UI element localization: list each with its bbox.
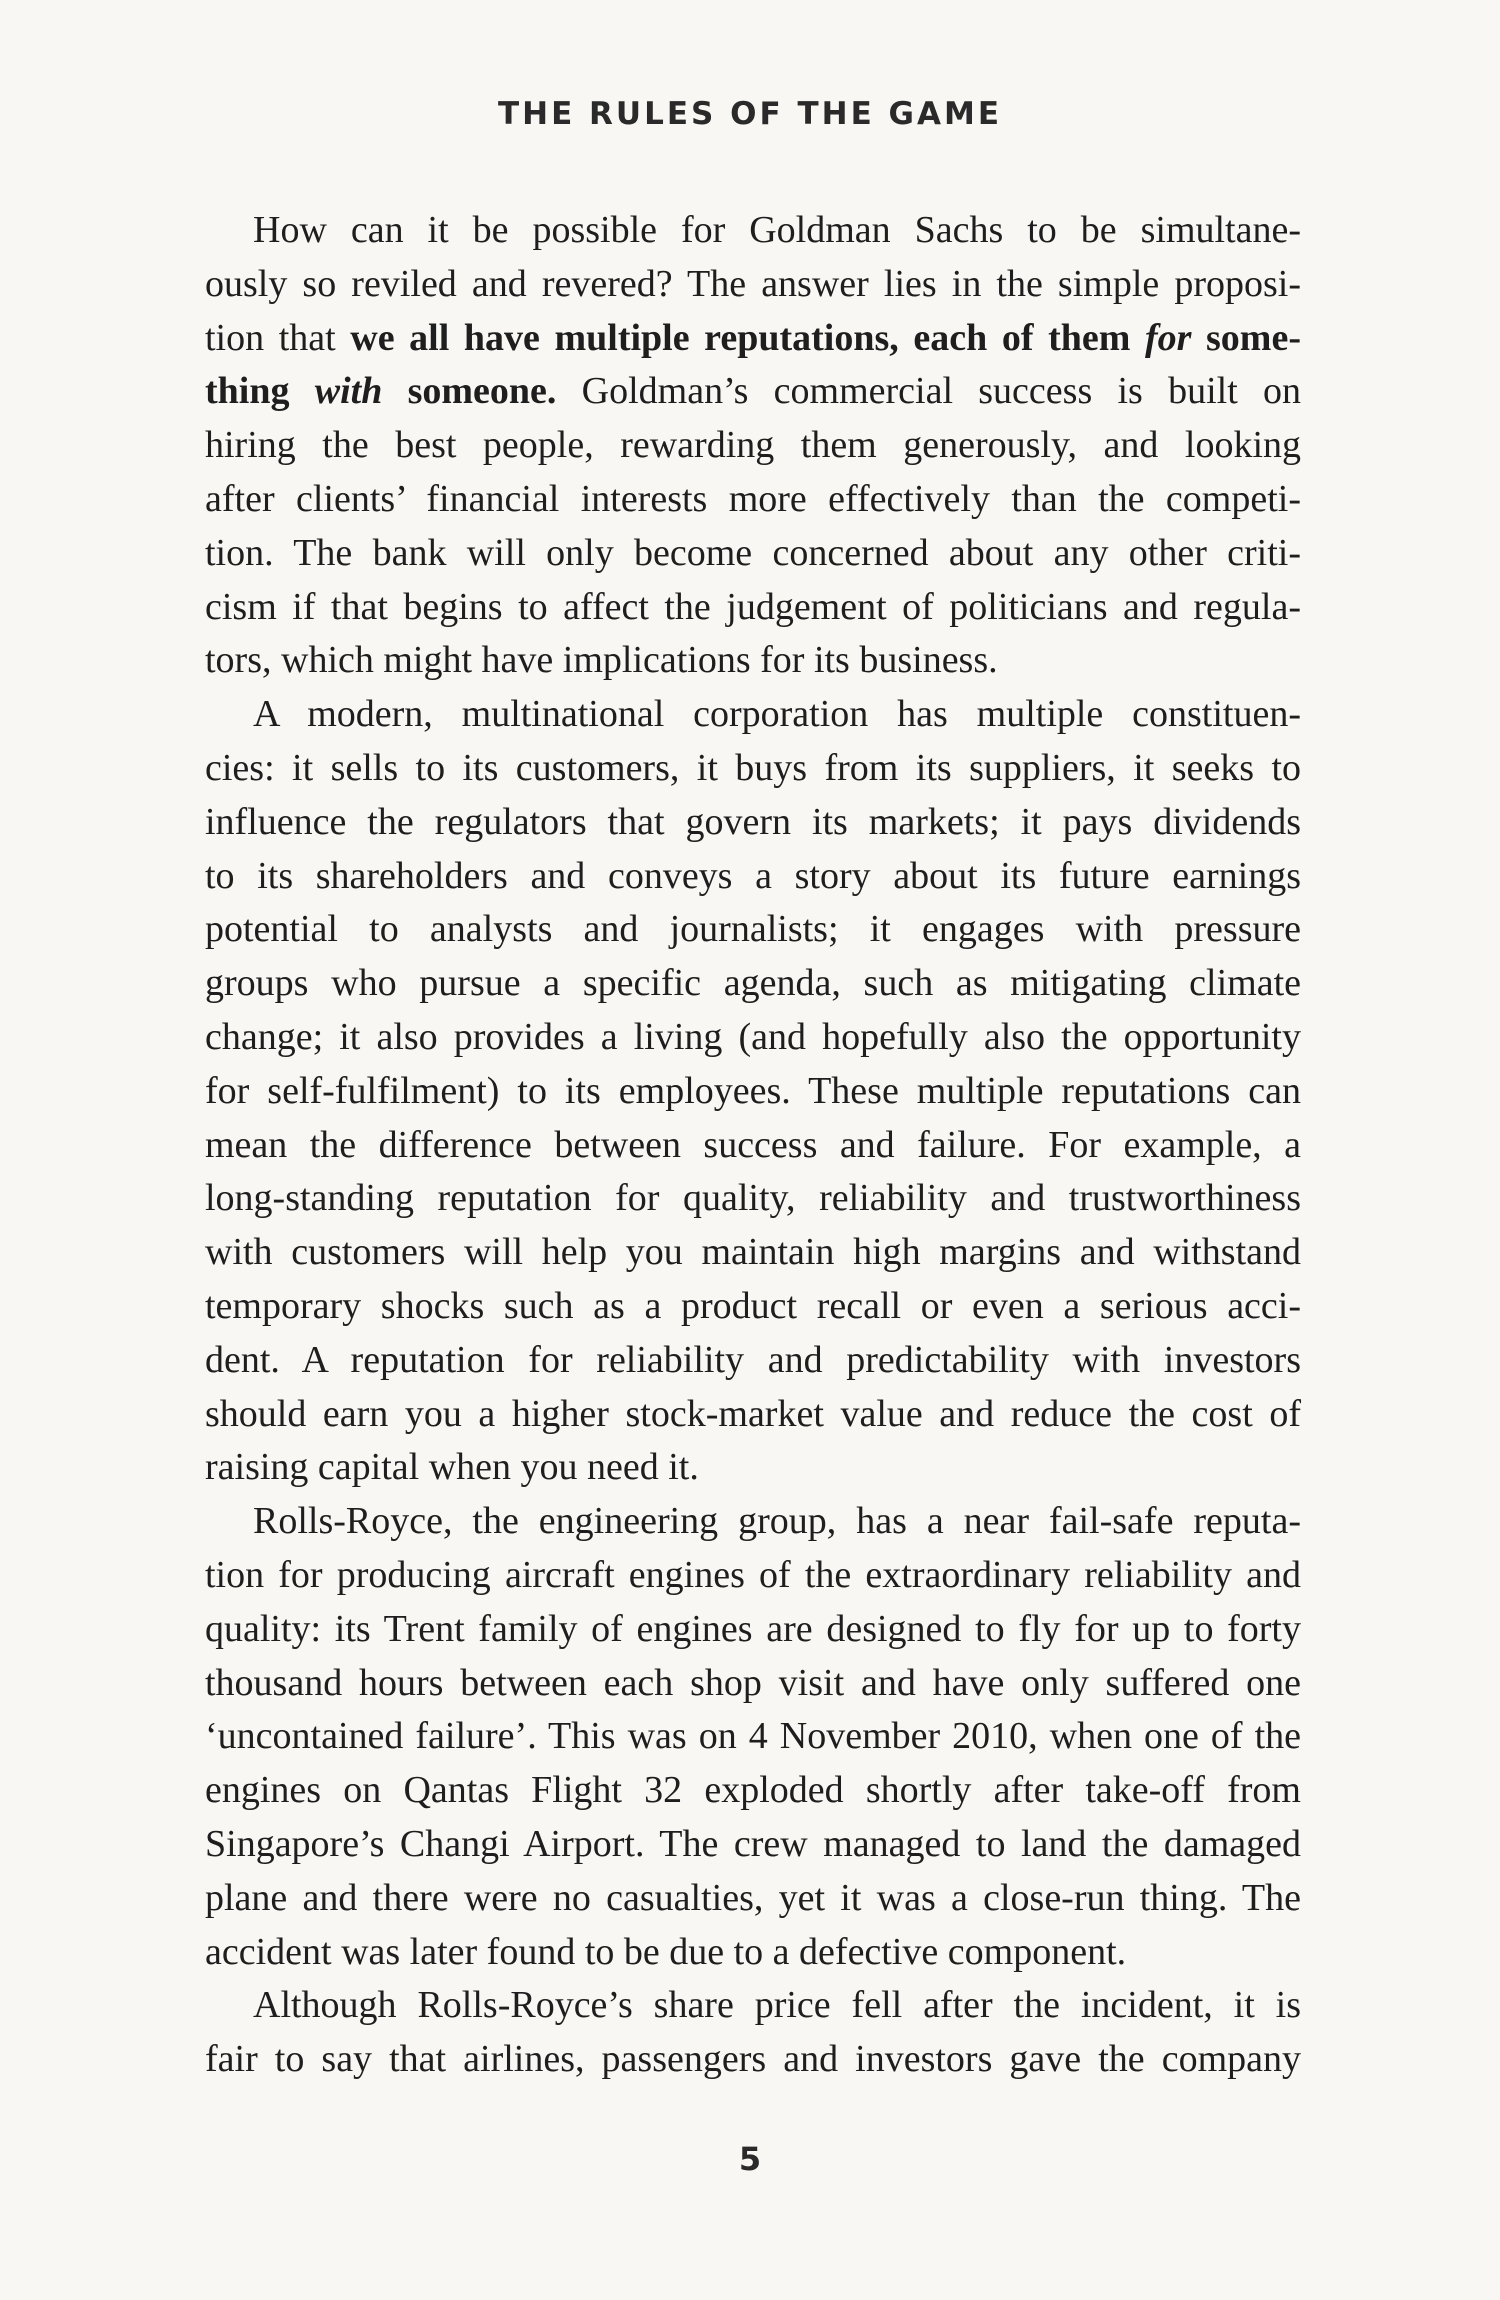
text-run: temporary shocks such as a product recall or even a serious acci- [205,1284,1301,1327]
text-run: should earn you a higher stock-market value and reduce the cost of [205,1392,1301,1435]
text-line [205,1657,1301,1711]
text-line [205,527,1301,581]
text-line [205,688,1301,742]
text-run: after clients’ financial interests more effectively than the competi- [205,477,1301,520]
running-head: THE RULES OF THE GAME [498,96,1002,132]
text-line [205,903,1301,957]
text-line [205,1280,1301,1334]
text-run: with customers will help you maintain high margins and withstand [205,1231,1301,1274]
text-run: dent. A reputation for reliability and predictability with investors [205,1338,1301,1381]
text-line [205,1119,1301,1173]
text-run: tors, which might have implications for its business. [205,639,998,682]
text-run: tion for producing aircraft engines of the extraordinary reliability and [205,1553,1301,1596]
emphasis-text: thing [205,370,315,413]
text-run: thousand hours between each shop visit and have only suffered one [205,1661,1301,1704]
text-run: raising capital when you need it. [205,1446,699,1489]
text-run: groups who pursue a specific agenda, such as mitigating climate [205,962,1301,1005]
text-line [205,258,1301,312]
text-line [205,1172,1301,1226]
text-run: long-standing reputation for quality, reliability and trustworthiness [205,1177,1301,1220]
paragraph [205,1979,1301,2087]
text-line [205,1334,1301,1388]
text-run: A modern, multinational corporation has multiple constituen- [253,693,1301,736]
text-line [205,1764,1301,1818]
text-run: quality: its Trent family of engines are designed to fly for up to forty [205,1607,1301,1650]
text-run: hiring the best people, rewarding them generously, and looking [205,424,1301,467]
text-line [205,796,1301,850]
text-line [205,1710,1301,1764]
text-line [205,1441,1301,1495]
emphasis-text: with [314,370,383,413]
text-run: How can it be possible for Goldman Sachs to be simultane- [253,209,1301,251]
text-run: engines on Qantas Flight 32 exploded shortly after take-off from [205,1769,1301,1812]
body-text [205,204,1301,2087]
text-line [205,1926,1301,1980]
text-run: plane and there were no casualties, yet it was a close-run thing. The [205,1876,1301,1919]
text-line [205,1011,1301,1065]
text-line [205,1603,1301,1657]
text-line [205,1979,1301,2033]
text-run: Although Rolls-Royce’s share price fell after the incident, it is [253,1984,1301,2027]
emphasis-text: we all have multiple reputations, each of them [350,316,1145,359]
text-run: to its shareholders and conveys a story about its future earnings [205,854,1301,897]
text-run: Goldman’s commercial success is built on [556,370,1301,413]
text-line [205,581,1301,635]
text-run: Rolls-Royce, the engineering group, has a near fail-safe reputa- [253,1500,1301,1543]
page-number: 5 [738,2140,762,2178]
text-run: ‘uncontained failure’. This was on 4 November 2010, when one of the [205,1715,1301,1758]
text-line [205,742,1301,796]
text-line [205,634,1301,688]
text-line [205,1549,1301,1603]
text-line [205,365,1301,419]
text-line [205,1226,1301,1280]
text-line [205,204,1301,258]
text-line [205,1495,1301,1549]
text-run: cism if that begins to affect the judgement of politicians and regula- [205,585,1301,628]
emphasis-text: some- [1191,316,1301,359]
paragraph [205,204,1301,688]
text-run: tion that [205,316,351,359]
text-run: for self-fulfilment) to its employees. These multiple reputations can [205,1069,1301,1112]
text-line [205,1065,1301,1119]
text-run: ously so reviled and revered? The answer lies in the simple proposi- [205,262,1301,305]
text-run: fair to say that airlines, passengers and investors gave the company [205,2038,1301,2081]
text-line [205,957,1301,1011]
text-run: potential to analysts and journalists; it engages with pressure [205,908,1301,951]
text-line [205,473,1301,527]
text-line [205,850,1301,904]
emphasis-text: someone. [382,370,557,413]
text-line [205,1818,1301,1872]
text-line [205,1872,1301,1926]
emphasis-text: for [1144,316,1192,359]
text-line [205,1388,1301,1442]
text-run: mean the difference between success and failure. For example, a [205,1123,1301,1166]
text-run: accident was later found to be due to a defective component. [205,1930,1127,1973]
text-line [205,419,1301,473]
text-run: Singapore’s Changi Airport. The crew managed to land the damaged [205,1822,1301,1865]
text-run: change; it also provides a living (and hopefully also the opportunity [205,1015,1301,1058]
text-run: tion. The bank will only become concerned about any other criti- [205,531,1301,574]
text-line [205,312,1301,366]
text-run: influence the regulators that govern its markets; it pays dividends [205,800,1301,843]
paragraph [205,688,1301,1495]
paragraph [205,1495,1301,1979]
text-run: cies: it sells to its customers, it buys from its suppliers, it seeks to [205,746,1301,789]
text-line [205,2033,1301,2087]
